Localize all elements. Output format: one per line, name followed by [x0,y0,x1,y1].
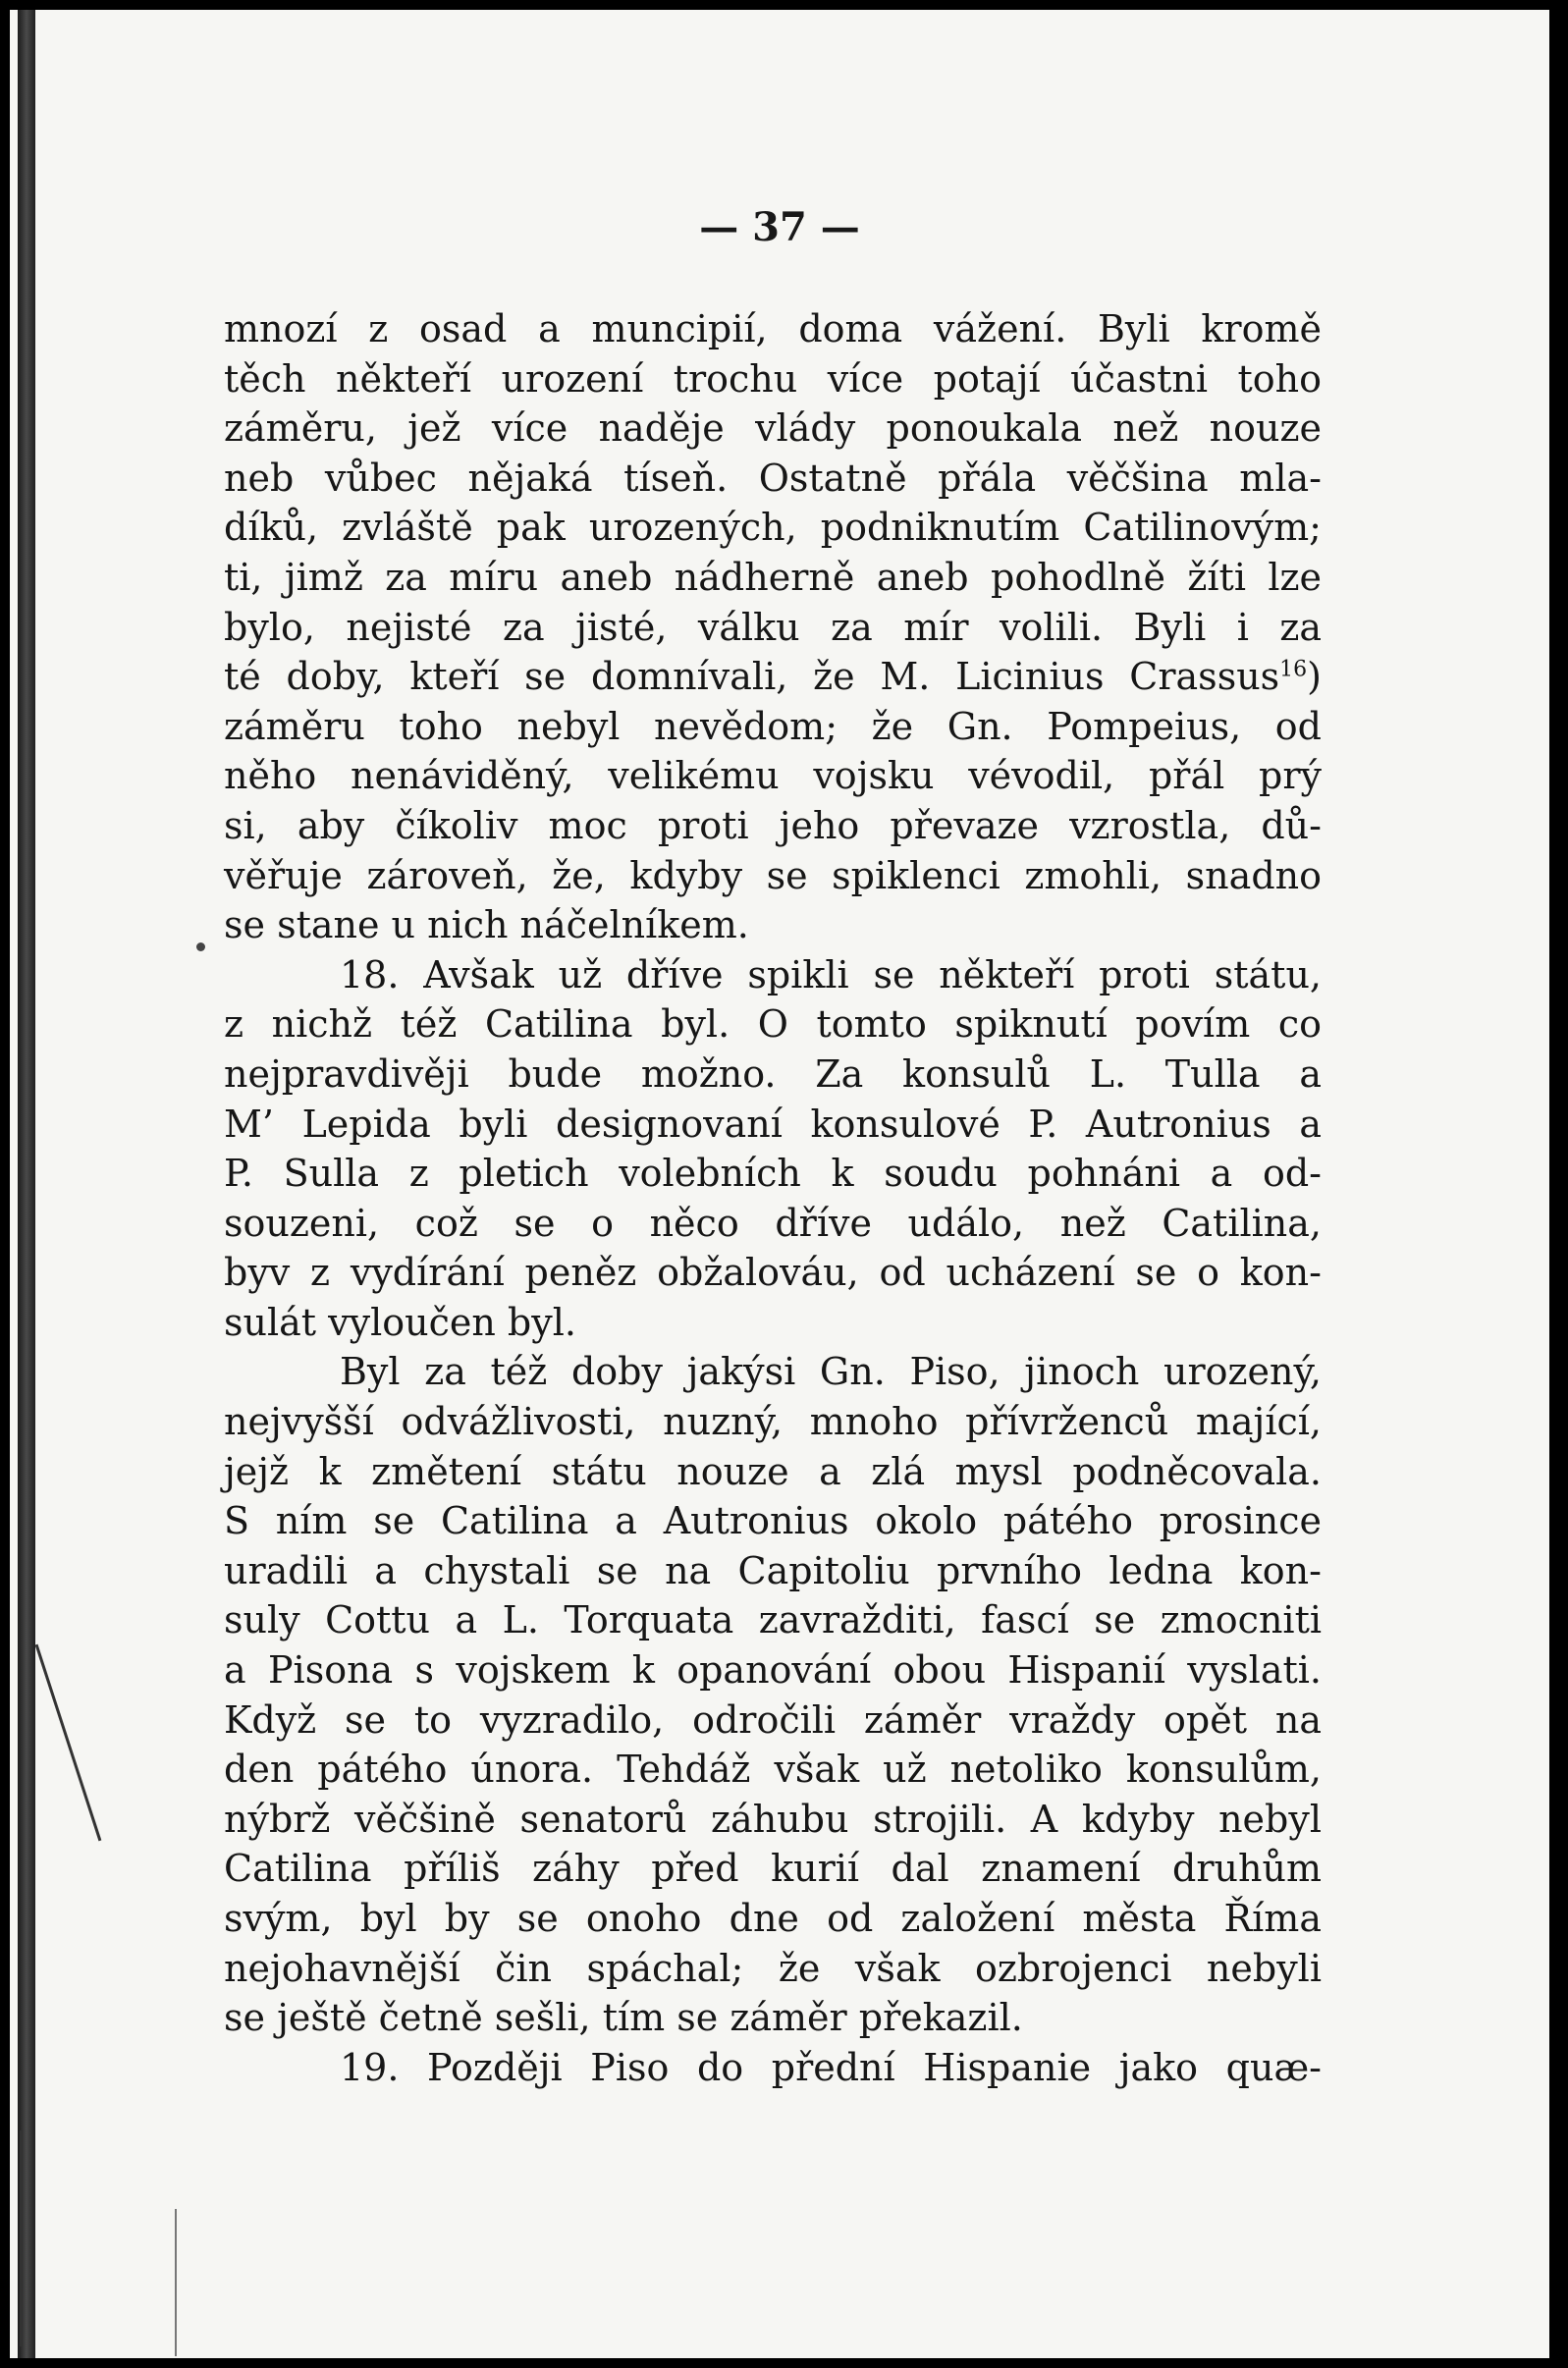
line-text: neb vůbec nějaká tíseň. Ostatně přála věčšina mla- [224,456,1322,500]
line-text: Byl za též doby jakýsi Gn. Piso, jinoch urozený, [340,1350,1322,1394]
line-text: si, aby číkoliv moc proti jeho převaze vzrostla, dů- [224,803,1322,847]
line-text: uradili a chystali se na Capitoliu prvního ledna kon- [224,1548,1322,1592]
line-text: nejvyšší odvážlivosti, nuzný, mnoho přívrženců mající, [224,1400,1322,1444]
text-line [224,1496,1322,1546]
text-line [224,404,1322,454]
text-line [224,1993,1322,2043]
text-line [224,1100,1322,1150]
text-line [224,354,1322,404]
text-line [224,1298,1322,1348]
text-line [224,950,1322,1000]
line-text: S ním se Catilina a Autronius okolo pátého prosince [224,1499,1322,1543]
line-text: nejohavnější čin spáchal; že však ozbrojenci nebyli [224,1946,1322,1990]
book-page [10,10,1549,2358]
text-line [224,1844,1322,1894]
pencil-mark [35,1644,102,1842]
text-line [224,1447,1322,1497]
text-line [224,702,1322,752]
line-text: souzeni, což se o něco dříve událo, než Catilina, [224,1201,1322,1245]
line-text: té doby, kteří se domnívali, že M. Licinius Crassus [224,655,1280,699]
text-line [224,1199,1322,1249]
text-line [224,454,1322,504]
line-text: nejpravdivěji bude možno. Za konsulů L. Tulla a [224,1051,1322,1096]
line-text: záměru, jež více naděje vlády ponoukala než nouze [224,406,1322,451]
text-line [224,1049,1322,1100]
line-text: M’ Lepida byli designovaní konsulové P. Autronius a [224,1102,1322,1146]
text-line [224,1695,1322,1746]
pencil-mark [20,2130,22,2346]
text-line [224,553,1322,603]
text-line [224,1397,1322,1447]
line-text: svým, byl by se onoho dne od založení města Říma [224,1897,1322,1940]
text-line [224,1149,1322,1199]
gutter-shadow [18,10,35,2358]
line-text: bylo, nejisté za jisté, válku za mír volili. Byli i za [224,605,1322,649]
line-text: Když se to vyzradilo, odročili záměr vraždy opět na [224,1697,1322,1742]
page-number: — 37 — [699,204,860,250]
line-text: se stane u nich náčelníkem. [224,903,749,947]
line-text: den pátého února. Tehdáž však už netoliko konsulům, [224,1748,1322,1792]
text-line [224,1546,1322,1596]
line-text: se ještě četně sešli, tím se záměr překazil. [224,1996,1023,2040]
text-line [224,2043,1322,2093]
line-text: z nichž též Catilina byl. O tomto spiknutí povím co [224,1002,1322,1047]
line-text: 19. Později Piso do přední Hispanie jako quæ- [340,2045,1322,2089]
line-text: nýbrž věčšině senatorů záhubu strojili. A kdyby nebyl [224,1797,1322,1841]
line-text: mnozí z osad a muncipií, doma vážení. Byli kromě [224,307,1322,350]
text-line [224,999,1322,1049]
page-body-text [224,304,1322,2092]
text-line [224,1347,1322,1397]
text-line [224,900,1322,950]
line-text: 18. Avšak už dříve spikli se někteří proti státu, [340,952,1322,996]
text-line [224,1944,1322,1994]
line-text: záměru toho nebyl nevědom; že Gn. Pompeius, od [224,704,1322,748]
text-line [224,1894,1322,1944]
pencil-mark [175,2209,177,2356]
line-text: a Pisona s vojskem k opanování obou Hispanií vyslati. [224,1648,1322,1693]
text-line [224,851,1322,901]
line-text-tail: ) [1307,655,1322,699]
text-line [224,751,1322,801]
line-text: suly Cottu a L. Torquata zavražditi, fascí se zmocniti [224,1598,1322,1642]
text-line [224,652,1322,702]
line-text: něho nenáviděný, velikému vojsku vévodil, přál prý [224,754,1322,798]
text-line [224,1645,1322,1695]
text-line [224,1248,1322,1298]
line-text: jejž k změtení státu nouze a zlá mysl podněcovala. [224,1449,1322,1493]
line-text: sulát vyloučen byl. [224,1300,576,1344]
text-line [224,1745,1322,1795]
footnote-marker: 16 [1279,657,1308,682]
line-text: věřuje zároveň, že, kdyby se spiklenci zmohli, snadno [224,853,1322,897]
bullet-mark [196,942,205,951]
text-line [224,801,1322,851]
text-line [224,603,1322,653]
line-text: těch někteří urození trochu více potají účastni toho [224,356,1322,401]
line-text: P. Sulla z pletich volebních k soudu pohnáni a od- [224,1152,1322,1196]
text-line [224,1795,1322,1845]
text-line [224,304,1322,354]
line-text: ti, jimž za míru aneb nádherně aneb pohodlně žíti lze [224,555,1322,599]
line-text: byv z vydírání peněz obžalováu, od ucházení se o kon- [224,1251,1322,1295]
line-text: díků, zvláště pak urozených, podniknutím Catilinovým; [224,506,1322,550]
line-text: Catilina příliš záhy před kurií dal znamení druhům [224,1847,1322,1891]
text-line [224,503,1322,553]
text-line [224,1595,1322,1645]
